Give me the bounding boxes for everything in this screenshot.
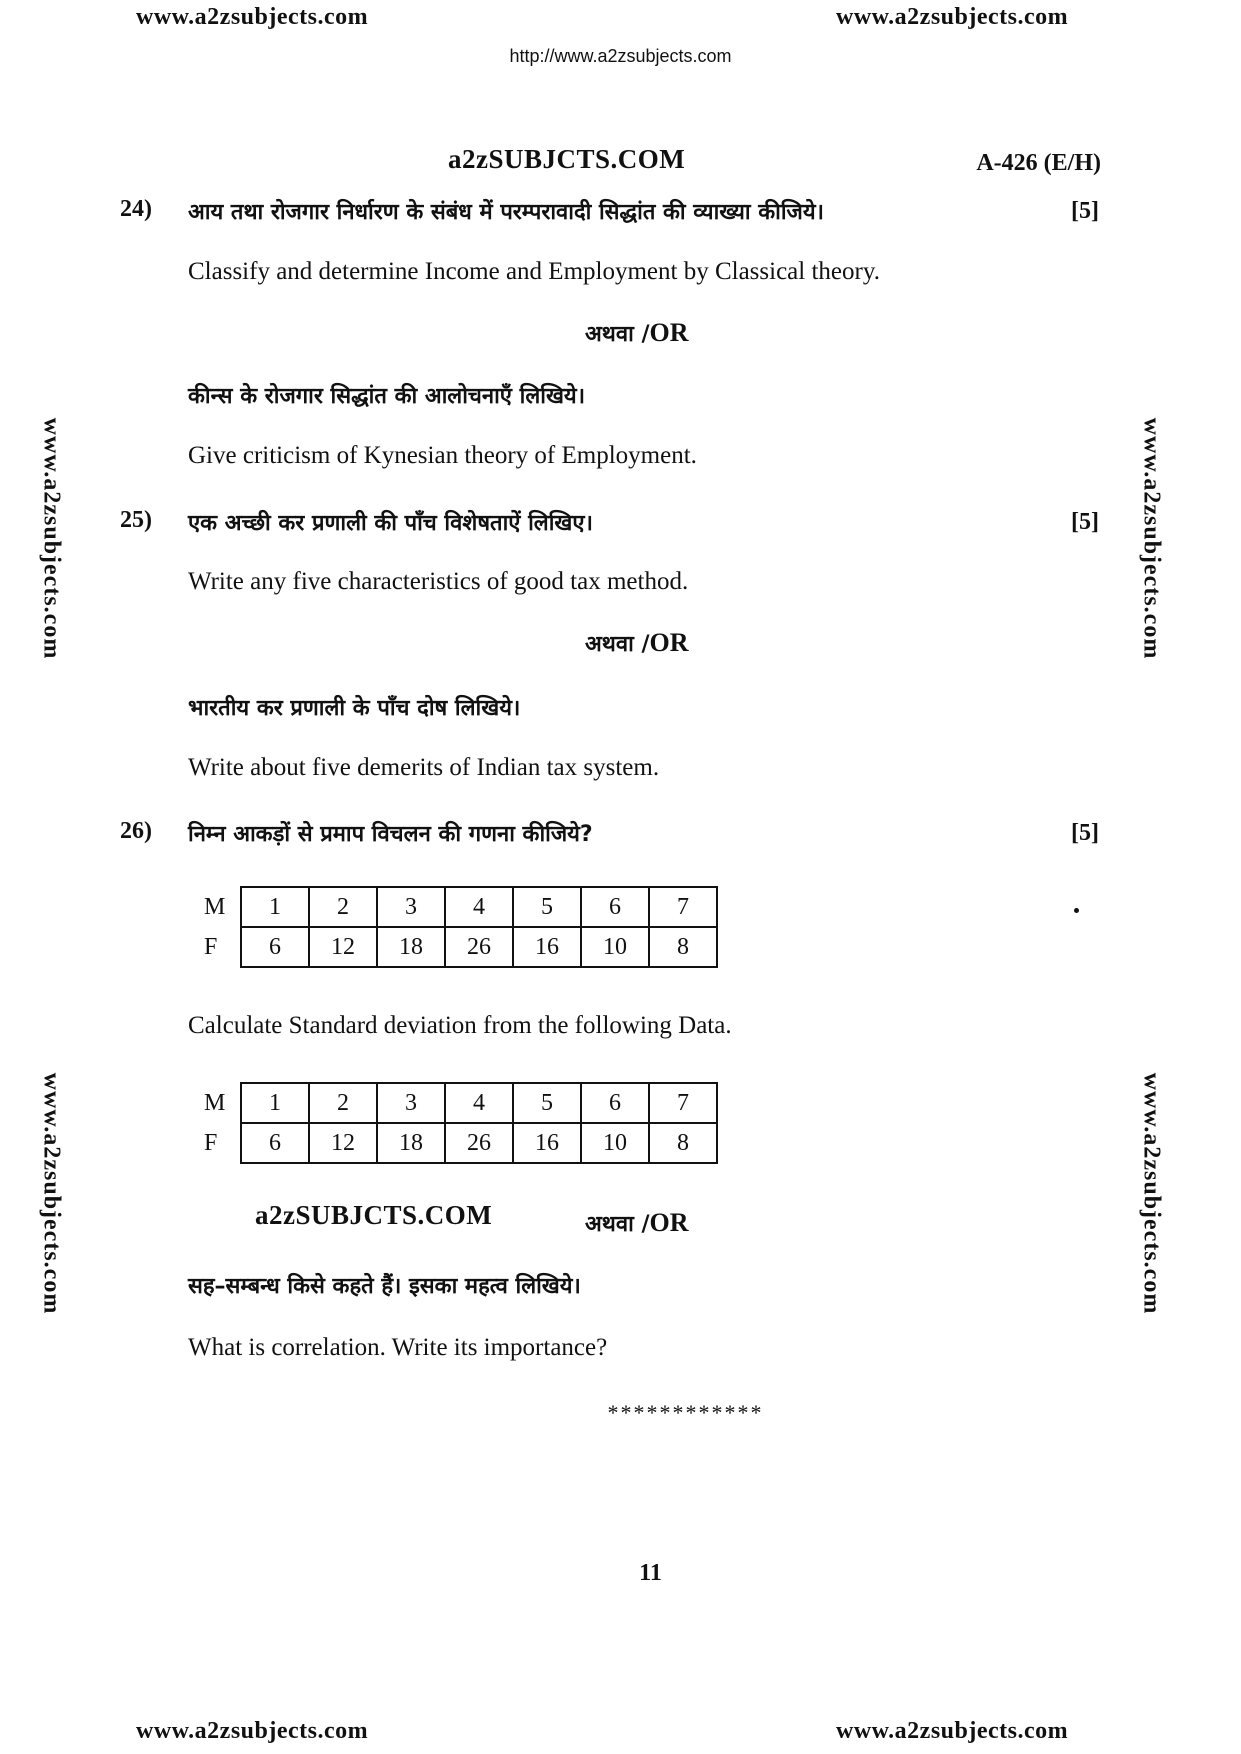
row-label: M [204,1089,226,1116]
stray-dot [1074,908,1079,913]
or-hindi: अथवा / [585,322,650,347]
watermark-top-left: www.a2zsubjects.com [136,4,369,30]
table-cell: 12 [309,1123,377,1163]
table-cell: 26 [445,1123,513,1163]
table-cell: 26 [445,927,513,967]
table-cell: 1 [241,887,309,927]
question-hindi: एक अच्छी कर प्रणाली की पाँच विशेषताऐं लिखिए। [188,511,593,536]
table-cell: 3 [377,887,445,927]
table-cell: 8 [649,927,717,967]
table-cell: 6 [241,927,309,967]
watermark-side-right-lower: www.a2zsubjects.com [1138,1072,1165,1315]
alternative-english: Give criticism of Kynesian theory of Employment. [188,442,697,469]
table-cell: 18 [377,1123,445,1163]
table-row-m [196,887,717,927]
table-cell: 18 [377,927,445,967]
header-url: http://www.a2zsubjects.com [509,46,732,66]
question-english: Calculate Standard deviation from the following Data. [188,1012,732,1039]
question-marks: [5] [1071,820,1099,846]
site-mark: a2zSUBJCTS.COM [255,1200,493,1230]
or-separator [585,628,689,658]
question-hindi: आय तथा रोजगार निर्धारण के संबंध में परम्परावादी सिद्धांत की व्याख्या कीजिये। [188,200,824,225]
paper-code: A-426 (E/H) [976,150,1101,176]
data-table-hindi [196,886,718,968]
page-number: 11 [639,1560,662,1586]
table-cell: 10 [581,927,649,967]
table-cell: 6 [581,887,649,927]
question-number: 26) [120,818,152,844]
or-separator [585,1208,689,1238]
table-cell: 4 [445,887,513,927]
table-cell: 2 [309,887,377,927]
watermark-side-left-lower: www.a2zsubjects.com [38,1072,65,1315]
row-label: M [204,893,226,920]
table-cell: 16 [513,1123,581,1163]
end-marker: ************ [607,1400,764,1425]
site-heading: a2zSUBJCTS.COM [448,144,686,174]
table-row-f [196,927,717,967]
alternative-hindi: कीन्स के रोजगार सिद्धांत की आलोचनाएँ लिखिये। [188,384,586,409]
watermark-side-left-upper: www.a2zsubjects.com [38,417,65,660]
or-separator [585,318,689,348]
table-cell: 8 [649,1123,717,1163]
alternative-hindi: सह–सम्बन्ध किसे कहते हैं। इसका महत्व लिखिये। [188,1274,581,1299]
table-cell: 6 [581,1083,649,1123]
row-label: F [204,933,218,960]
question-number: 25) [120,507,152,533]
watermark-bottom-right: www.a2zsubjects.com [836,1718,1069,1744]
question-marks: [5] [1071,509,1099,535]
watermark-top-right: www.a2zsubjects.com [836,4,1069,30]
question-number: 24) [120,196,152,222]
alternative-hindi: भारतीय कर प्रणाली के पाँच दोष लिखिये। [188,696,521,721]
table-cell: 10 [581,1123,649,1163]
table-cell: 2 [309,1083,377,1123]
table-cell: 5 [513,887,581,927]
table-row-m [196,1083,717,1123]
or-english: OR [649,1208,689,1237]
or-hindi: अथवा / [585,632,650,657]
watermark-side-right-upper: www.a2zsubjects.com [1138,417,1165,660]
data-table-english [196,1082,718,1164]
table-cell: 7 [649,1083,717,1123]
alternative-english: Write about five demerits of Indian tax system. [188,754,660,781]
table-cell: 5 [513,1083,581,1123]
alternative-english: What is correlation. Write its importance? [188,1334,608,1361]
watermark-bottom-left: www.a2zsubjects.com [136,1718,369,1744]
question-english: Classify and determine Income and Employment by Classical theory. [188,258,880,285]
table-cell: 16 [513,927,581,967]
question-english: Write any five characteristics of good tax method. [188,568,689,595]
table-cell: 7 [649,887,717,927]
table-cell: 6 [241,1123,309,1163]
or-english: OR [649,628,689,657]
or-hindi: अथवा / [585,1212,650,1237]
row-label: F [204,1129,218,1156]
question-marks: [5] [1071,198,1099,224]
question-hindi: निम्न आकड़ों से प्रमाप विचलन की गणना कीजिये? [188,822,593,847]
table-cell: 4 [445,1083,513,1123]
table-row-f [196,1123,717,1163]
table-cell: 1 [241,1083,309,1123]
table-cell: 12 [309,927,377,967]
or-english: OR [649,318,689,347]
table-cell: 3 [377,1083,445,1123]
